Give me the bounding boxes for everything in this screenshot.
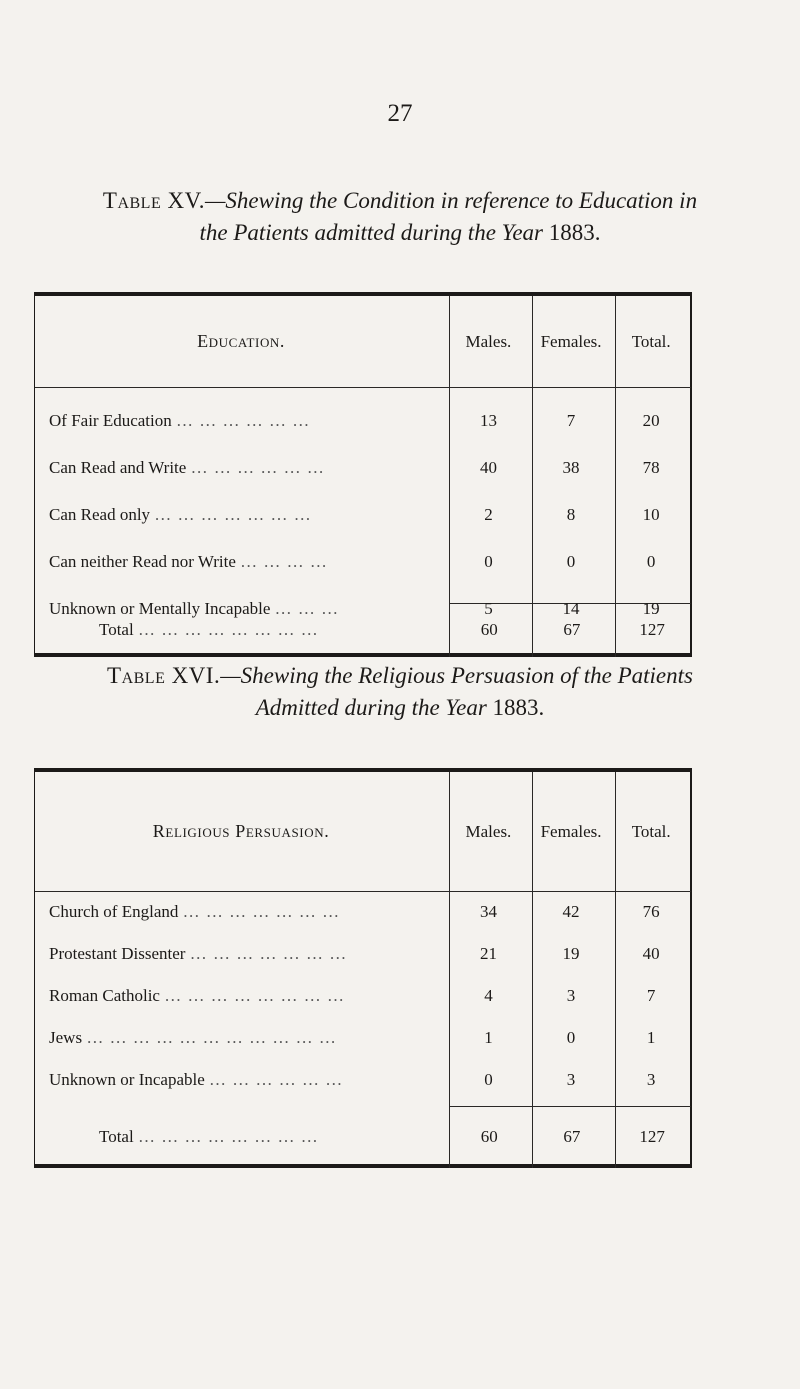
- table-xv-label: Table XV.: [102, 188, 205, 213]
- header-total: Total.: [631, 821, 671, 841]
- table-row: [35, 975, 690, 1017]
- row-leader: … … … … … …: [209, 1070, 344, 1089]
- cell-total: 40: [642, 944, 660, 963]
- total-females: 67: [563, 1127, 581, 1146]
- cell-total: 78: [642, 457, 660, 477]
- table-xv-header-row: [35, 296, 690, 387]
- cell-females: 8: [566, 504, 576, 524]
- table-row: [35, 891, 690, 933]
- table-xvi-title-line1: —Shewing the Religious Persuasion of the Patients: [220, 663, 693, 688]
- table-row: [35, 933, 690, 975]
- cell-males: 13: [479, 410, 497, 430]
- cell-females: 3: [566, 1070, 576, 1089]
- row-label: Unknown or Mentally Incapable: [49, 598, 271, 618]
- total-leader: … … … … … … … …: [137, 1127, 319, 1146]
- cell-females: 19: [562, 944, 580, 963]
- row-leader: … … … … … … … …: [164, 986, 345, 1005]
- table-xvi: [34, 768, 692, 1168]
- table-xv-year: 1883.: [548, 220, 601, 245]
- row-leader: … … … … … … …: [189, 944, 348, 963]
- total-females: 67: [563, 620, 581, 639]
- cell-males: 40: [479, 457, 497, 477]
- table-row: [35, 1059, 690, 1101]
- table-xvi-title-line2: Admitted during the Year: [255, 695, 487, 720]
- table-xvi-total-row: [35, 1106, 691, 1168]
- cell-males: 5: [484, 598, 493, 618]
- row-leader: … … … … … … …: [182, 902, 341, 921]
- total-label: Total: [99, 620, 134, 639]
- table-row: [35, 397, 690, 444]
- row-leader: … … …: [274, 598, 340, 618]
- cell-total: 7: [646, 986, 656, 1005]
- cell-males: 0: [484, 1070, 493, 1089]
- row-leader: … … … … … … …: [154, 504, 312, 524]
- table-xv-total-row: [35, 603, 691, 657]
- cell-total: 3: [646, 1070, 656, 1089]
- row-leader: … … … …: [240, 551, 328, 571]
- header-females: Females.: [540, 821, 602, 841]
- table-xvi-caption: [0, 660, 800, 724]
- cell-males: 4: [484, 986, 493, 1005]
- row-label: Can Read only: [49, 504, 151, 524]
- table-row: [35, 444, 690, 491]
- total-total: 127: [639, 620, 665, 639]
- cell-males: 21: [479, 944, 497, 963]
- total-total: 127: [639, 1127, 665, 1146]
- cell-males: 1: [484, 1028, 493, 1047]
- table-xvi-label: Table XVI.: [107, 663, 221, 688]
- row-label: Protestant Dissenter: [49, 944, 186, 963]
- cell-females: 0: [566, 1028, 576, 1047]
- cell-females: 3: [566, 986, 576, 1005]
- header-males: Males.: [465, 331, 512, 351]
- header-females: Females.: [540, 331, 602, 351]
- table-row: [35, 538, 690, 585]
- row-label: Can Read and Write: [49, 457, 187, 477]
- row-label: Of Fair Education: [49, 410, 172, 430]
- cell-males: 2: [484, 504, 493, 524]
- cell-females: 42: [562, 902, 580, 921]
- table-xv: [34, 292, 692, 657]
- cell-total: 76: [642, 902, 660, 921]
- table-row: [35, 491, 690, 538]
- header-religious-persuasion: Religious Persuasion.: [152, 821, 330, 841]
- row-label: Jews: [49, 1028, 83, 1047]
- cell-total: 19: [642, 598, 660, 618]
- table-xv-caption: [0, 185, 800, 249]
- cell-total: 1: [646, 1028, 656, 1047]
- header-males: Males.: [465, 821, 512, 841]
- total-males: 60: [480, 1127, 498, 1146]
- row-leader: … … … … … … … … … … …: [86, 1028, 337, 1047]
- total-leader: … … … … … … … …: [137, 620, 319, 639]
- row-label: Can neither Read nor Write: [49, 551, 236, 571]
- cell-total: 0: [646, 551, 656, 571]
- row-label: Unknown or Incapable: [49, 1070, 205, 1089]
- table-xv-title-line2: the Patients admitted during the Year: [199, 220, 543, 245]
- cell-males: 0: [484, 551, 493, 571]
- table-xvi-year: 1883.: [492, 695, 545, 720]
- header-education: Education.: [197, 331, 286, 351]
- header-total: Total.: [631, 331, 671, 351]
- table-xvi-header-row: [35, 772, 690, 891]
- table-row: [35, 1017, 690, 1059]
- total-males: 60: [480, 620, 498, 639]
- cell-females: 7: [566, 410, 576, 430]
- cell-total: 10: [642, 504, 660, 524]
- page-number: 27: [387, 100, 413, 127]
- cell-males: 34: [479, 902, 497, 921]
- cell-females: 14: [562, 598, 580, 618]
- row-leader: … … … … … …: [176, 410, 311, 430]
- row-label: Church of England: [49, 902, 179, 921]
- cell-females: 0: [566, 551, 576, 571]
- row-leader: … … … … … …: [190, 457, 325, 477]
- row-label: Roman Catholic: [49, 986, 160, 1005]
- total-label: Total: [99, 1127, 134, 1146]
- table-xv-title-line1: —Shewing the Condition in reference to Education in: [204, 188, 698, 213]
- cell-total: 20: [642, 410, 660, 430]
- cell-females: 38: [562, 457, 580, 477]
